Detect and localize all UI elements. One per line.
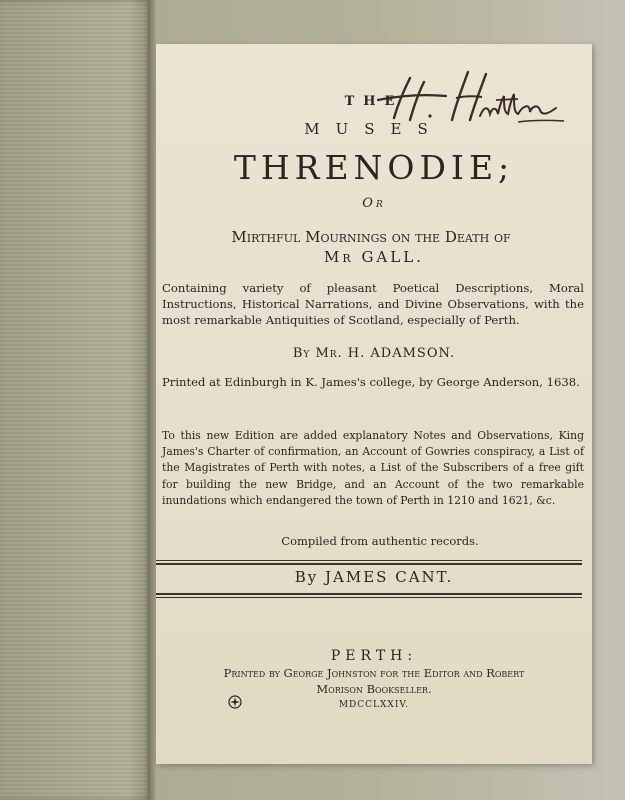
subtitle-line2: Mr GALL. [324,248,424,266]
year-line: MDCCLXXIV. [338,700,410,710]
bottom-rule-thick [156,593,582,595]
bottom-rule [156,597,582,598]
printer-line1: Printed by George Johnston for the Editor and Robert [223,666,525,680]
author-line: By Mr. H. ADAMSON. [292,346,456,361]
compiled-line: Compiled from authentic records. [281,534,479,548]
editor-line: By JAMES CANT. [294,568,454,586]
edition-note-text: To this new Edition are added explanatory Notes and Observations, King James's Charter of confirmation, an Account of Gowries conspiracy, a List of the Magistrates of Perth with notes, a List of the Subscribers of a free gift for building the new Bridge, and an Account of the two remarkable inundations which endangered the town of Perth in 1210 and 1621, &c. [162,429,584,507]
place-line: PERTH: [330,648,418,664]
top-rule-thick [156,563,582,565]
title-page [156,44,592,764]
star-ornament-icon [228,694,242,713]
title-or: Or [362,196,386,211]
description-text: Containing variety of pleasant Poetical Descriptions, Moral Instructions, Historical Narrations, and Divine Observations, with the most remarkable Antiquities of Scotland, especially of Perth. [162,281,584,327]
subtitle-line1: Mirthful Mournings on the Death of [231,228,511,246]
printed-first-text: Printed at Edinburgh in K. James's college, by George Anderson, 1638. [162,375,580,389]
book-cover-board [0,0,152,800]
title-threnodie: THRENODIE; [233,148,515,187]
printer-line2: Morison Bookseller. [316,682,432,696]
title-muses: MUSES [304,120,444,138]
title-the: THE [344,94,404,109]
top-rule [156,560,582,561]
